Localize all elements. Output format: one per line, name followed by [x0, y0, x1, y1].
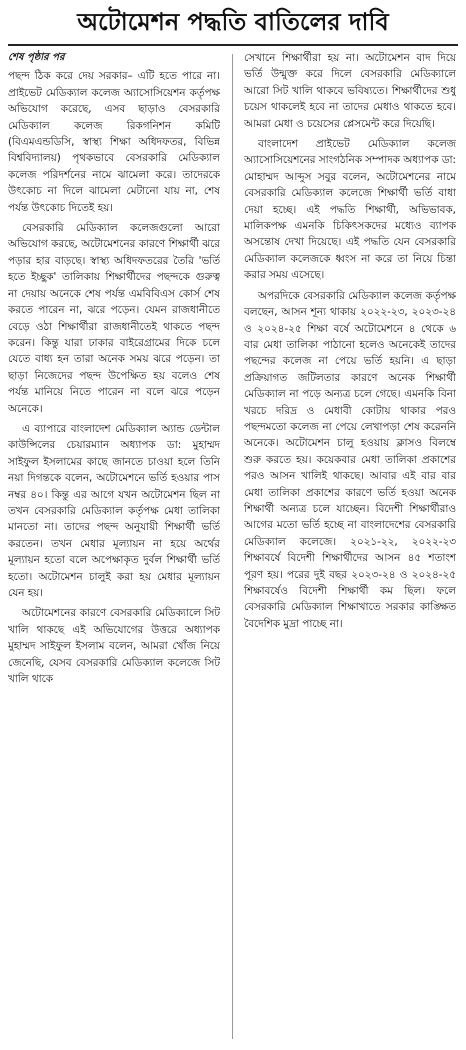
article-body [0, 50, 466, 1045]
column-divider [232, 54, 233, 1039]
paragraph: অপরদিকে বেসরকারি মেডিক্যাল কলেজ কর্তৃপক্ষ বলছেন, আসন শূন্য থাকায় ২০২২-২৩, ২০২৩-২৪ ও ২০২৪-২৫ শিক্ষা বর্ষে অটোমেশনে ৪ থেকে ৬ বার মেধা তালিকা পাঠানো হলেও অনেকেই তাদের পছন্দের কলেজ না পেয়ে ভর্তি হয়নি। এ ছাড়া প্রক্রিয়াগত জটিলতার কারণে অনেক শিক্ষার্থী মেডিক্যাল না পড়ে অন্যত্র চলে গেছে। এমনকি বিনা খরচে দরিদ্র ও মেধাবী কোটায় থাকার পরও পছন্দমতো কলেজ না পেয়ে লেখাপড়া শেষ করেননি অনেকে। অটোমেশন চালু হওয়ায় ক্লাসও বিলম্বে শুরু করতে হয়। কয়েকবার মেধা তালিকা প্রকাশের পরও আসন খালিই থাকছে। আবার এই বার বার মেধা তালিকা প্রকাশের কারণে ভর্তি হওয়া অনেক শিক্ষার্থী অন্যত্র চলে যাচ্ছেন। বিদেশী শিক্ষার্থীরাও আগের মতো ভর্তি হচ্ছে না বাংলাদেশের বেসরকারি মেডিক্যাল কলেজে। ২০২১-২২, ২০২২-২৩ শিক্ষাবর্ষে বিদেশী শিক্ষার্থীদের আসন ৪৫ শতাংশ পূরণ হয়। পরের দুই বছর ২০২৩-২৪ ও ২০২৪-২৫ শিক্ষাবর্ষেও বিদেশী শিক্ষার্থী কম ছিল। ফলে বেসরকারি মেডিক্যাল শিক্ষাখাতে সরকার কাঙ্ক্ষিত বৈদেশিক মুদ্রা পাচ্ছে না। [244, 289, 456, 630]
right-column [244, 50, 456, 1045]
article-headline: অটোমেশন পদ্ধতি বাতিলের দাবি [8, 4, 458, 46]
left-column [8, 50, 220, 1045]
paragraph: বাংলাদেশ প্রাইভেট মেডিক্যাল কলেজ অ্যাসোসিয়েশনের সাংগঠনিক সম্পাদক অধ্যাপক ডা: মোহাম্মদ আব্দুস সবুর বলেন, অটোমেশনের নামে বেসরকারি মেডিক্যাল কলেজে শিক্ষার্থী ভর্তি বাধা দেয়া হচ্ছে। এই পদ্ধতি শিক্ষার্থী, অভিভাবক, মালিকপক্ষ এমনকি চিকিৎসকদের মধ্যেও ব্যাপক অসন্তোষ দেখা দিয়েছে। এই পদ্ধতি যেন বেসরকারি মেডিক্যাল কলেজকে ধ্বংস না করে তা নিয়ে চিন্তা করার সময় এসেছে। [244, 138, 456, 282]
paragraph: বেসরকারি মেডিক্যাল কলেজগুলো আরো অভিযোগ করছে, অটোমেশনের কারণে শিক্ষার্থী ঝরে পড়ার হার বাড়ছে। স্বাস্থ্য অধিদফতরের তৈরি 'ভর্তি হতে ইচ্ছুক' তালিকায় শিক্ষার্থীদের পছন্দকে গুরুত্ব না দেয়ায় অনেকে শেষ পর্যন্ত এমবিবিএস কোর্স শেষ করতে পারেন না, ঝরে পড়েন। যেমন রাজধানীতে বেড়ে ওঠা শিক্ষার্থীরা রাজধানীতেই থাকতে পছন্দ করেন। কিন্তু যারা ঢাকার বাইরেগ্রামের দিকে চলে যেতে বাধ্য হন তারা অনেক সময় ঝরে পড়েন। তা ছাড়া নিজেদের পছন্দ উপেক্ষিত হয় বলেও শেষ পর্যন্ত মানিয়ে নিতে পারেন না বলে ঝরে পড়েন অনেকে। [8, 222, 220, 415]
paragraph: সেখানে শিক্ষার্থীরা হয় না। অটোমেশন বাদ দিয়ে ভর্তি উন্মুক্ত করে দিলে বেসরকারি মেডিক্যালে আরো সিট খালি থাকবে ভবিষ্যতে। শিক্ষার্থীদের শুধু চয়েস থাকলেই হবে না তাদের মেধাও থাকতে হবে। আমরা মেধা ও চয়েসের প্লেসমেন্ট করে দিয়েছি। [244, 52, 456, 130]
paragraph: অটোমেশনের কারণে বেসরকারি মেডিক্যালে সিট খালি থাকছে এই অভিযোগের উত্তরে অধ্যাপক মুহাম্মদ সাইফুল ইসলাম বলেন, আমরা খোঁজ নিয়ে জেনেছি, যেসব বেসরকারি মেডিক্যাল কলেজে সিট খালি থাকে [8, 607, 220, 686]
paragraph: এ ব্যাপারে বাংলাদেশ মেডিক্যাল অ্যান্ড ডেন্টাল কাউন্সিলের চেয়ারম্যান অধ্যাপক ডা: মুহাম্মদ সাইফুল ইসলামের কাছে জানতে চাওয়া হলে তিনি নয়া দিগন্তকে বলেন, অটোমেশনে ভর্তি হওয়ার পাস নম্বর ৪০। কিন্তু এর আগে যখন অটোমেশন ছিল না তখন বেসরকারি মেডিক্যাল কর্তৃপক্ষ মেধা তালিকা মানতো না। তাদের পছন্দ অনুযায়ী শিক্ষার্থী ভর্তি করতেন। তখন মেধার মূল্যায়ন না হয়ে অর্থের মূল্যায়ন হতো বলে অপেক্ষাকৃত দুর্বল শিক্ষার্থী ভর্তি হতো। অটোমেশন চালুই করা হয় মেধার মূল্যায়ন যেন হয়। [8, 422, 220, 599]
continued-label: শেষ পৃষ্ঠার পর [8, 52, 65, 63]
paragraph: পছন্দ ঠিক করে দেয় সরকার– এটি হতে পারে না। প্রাইভেট মেডিক্যাল কলেজ অ্যাসোসিয়েশন কর্তৃপক্ষ অভিযোগ করেছে, এসব ছাড়াও বেসরকারি মেডিক্যাল কলেজ রিকগনিশন কমিটি (বিএমএন্ডডিসি, স্বাস্থ্য শিক্ষা অধিদফতর, বিভিন্ন বিশ্ববিদ্যালয়) পৃথকভাবে বেসরকারি মেডিক্যাল কলেজ পরিদর্শনের নামে ঝামেলা করে। তাদেরকে উৎকোচ না দিলে ঝামেলা মেটানো যায় না, শেষ পর্যন্ত উৎকোচ দিতেই হয়। [8, 70, 220, 214]
